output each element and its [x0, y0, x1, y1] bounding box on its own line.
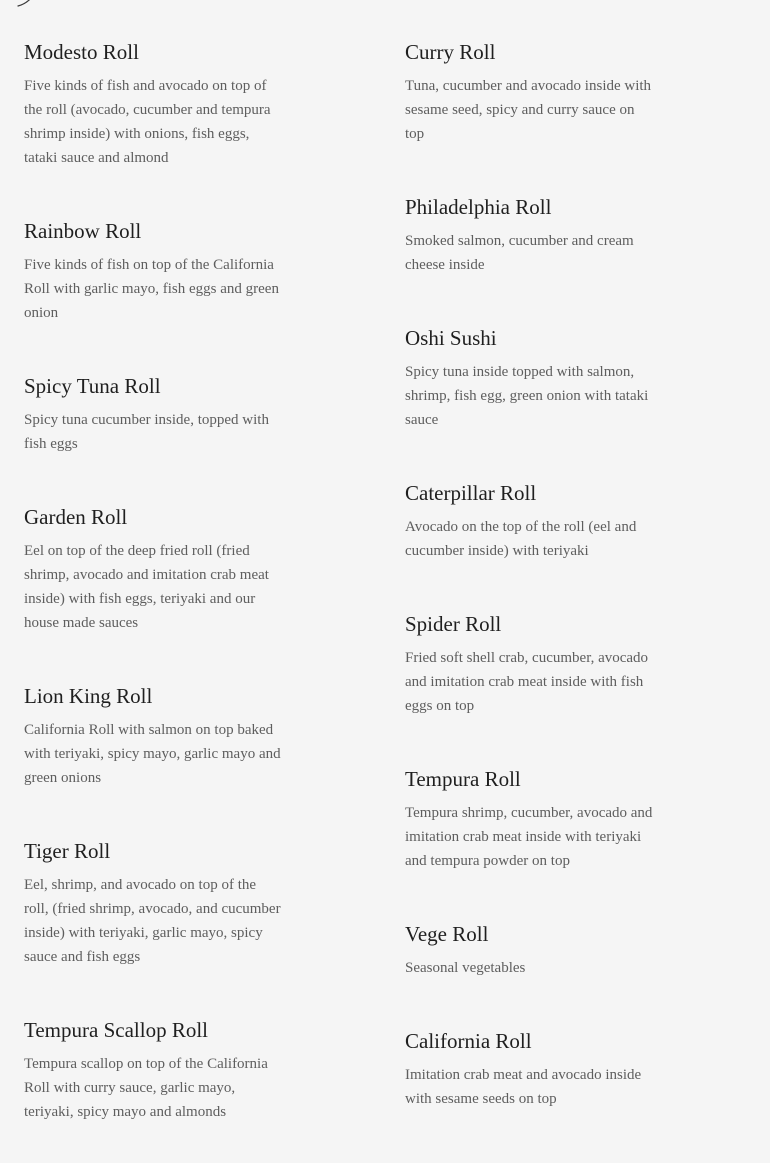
menu-item-description: Spicy tuna inside topped with salmon, shrimp, fish egg, green onion with tataki sauce	[405, 364, 649, 428]
menu-item	[405, 1029, 653, 1111]
menu-item-description: Imitation crab meat and avocado inside with sesame seeds on top	[405, 1067, 642, 1107]
menu-item	[405, 40, 653, 146]
menu-item	[24, 684, 284, 790]
menu-item-description: Five kinds of fish and avocado on top of the roll (avocado, cucumber and tempura shrimp inside) with onions, fish eggs, tataki sauce and almond	[24, 78, 271, 166]
menu-item-name: Modesto Roll	[24, 40, 139, 64]
menu-item	[405, 481, 653, 563]
menu-item-name: Garden Roll	[24, 505, 128, 529]
cut-off-glyphs	[405, 1158, 525, 1163]
menu-item	[405, 195, 653, 277]
menu-item-name: Spicy Tuna Roll	[24, 374, 161, 398]
menu-item-description: Tempura shrimp, cucumber, avocado and imitation crab meat inside with teriyaki and tempura powder on top	[405, 805, 653, 869]
menu-item	[405, 326, 653, 432]
menu-item-description: Seasonal vegetables	[405, 960, 526, 976]
menu-item	[24, 40, 284, 170]
menu-item-description: Smoked salmon, cucumber and cream cheese inside	[405, 233, 634, 273]
menu-item	[405, 612, 653, 718]
menu-item-name: Rainbow Roll	[24, 219, 142, 243]
menu-item	[24, 839, 284, 969]
menu-item-description: Eel, shrimp, and avocado on top of the roll, (fried shrimp, avocado, and cucumber inside) with teriyaki, garlic mayo, spicy sauce and fish eggs	[24, 877, 281, 965]
menu-item-name: Spider Roll	[405, 612, 502, 636]
menu-item-name: California Roll	[405, 1029, 532, 1053]
cut-off-next-item	[405, 1154, 525, 1163]
menu-item-name: Curry Roll	[405, 40, 496, 64]
menu-item	[24, 505, 284, 635]
menu-item-description: Tempura scallop on top of the California Roll with curry sauce, garlic mayo, teriyaki, spicy mayo and almonds	[24, 1056, 268, 1120]
menu-item-description: Avocado on the top of the roll (eel and cucumber inside) with teriyaki	[405, 519, 637, 559]
menu-item	[24, 1018, 284, 1124]
menu-item-description: Fried soft shell crab, cucumber, avocado and imitation crab meat inside with fish eggs on top	[405, 650, 649, 714]
menu-item-name: Tempura Roll	[405, 767, 521, 791]
menu-item-name: Philadelphia Roll	[405, 195, 552, 219]
menu-item	[24, 219, 284, 325]
menu-item	[405, 922, 653, 980]
menu-item-name: Lion King Roll	[24, 684, 153, 708]
menu-item	[24, 374, 284, 456]
menu-item-name: Oshi Sushi	[405, 326, 497, 350]
menu-item-description: Five kinds of fish on top of the California Roll with garlic mayo, fish eggs and green onion	[24, 257, 279, 321]
menu-item-name: Caterpillar Roll	[405, 481, 537, 505]
menu-item-description: Eel on top of the deep fried roll (fried shrimp, avocado and imitation crab meat inside) with fish eggs, teriyaki and our house made sauces	[24, 543, 269, 631]
menu-item-name: Tiger Roll	[24, 839, 111, 863]
menu-item-name: Tempura Scallop Roll	[24, 1018, 208, 1042]
menu-item-description: Spicy tuna cucumber inside, topped with fish eggs	[24, 412, 269, 452]
menu-item-description: California Roll with salmon on top baked with teriyaki, spicy mayo, garlic mayo and green onions	[24, 722, 281, 786]
menu-item-name: Vege Roll	[405, 922, 489, 946]
flourish-ornament-icon	[14, 0, 44, 14]
menu-item-description: Tuna, cucumber and avocado inside with sesame seed, spicy and curry sauce on top	[405, 78, 652, 142]
menu-item	[405, 767, 653, 873]
